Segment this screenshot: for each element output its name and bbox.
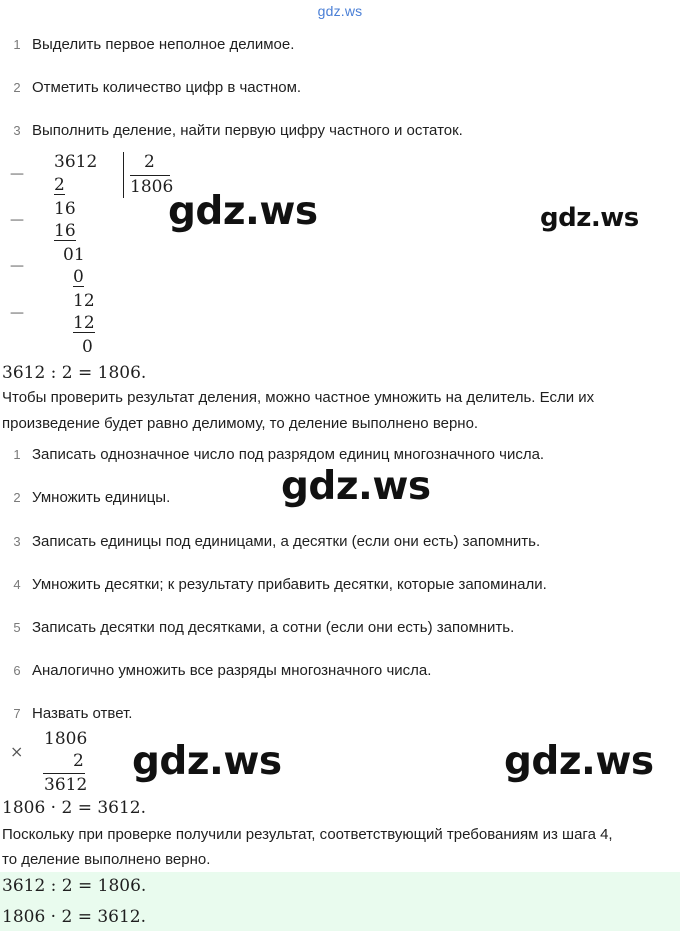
multiplicand: 1806 <box>44 729 88 749</box>
step-number: 4 <box>13 577 21 592</box>
step-text: Аналогично умножить все разряды многозначного числа. <box>32 662 432 679</box>
remainder: 12 <box>73 291 95 311</box>
multiplication-step-6 <box>0 659 680 683</box>
watermark: gdz.ws <box>168 189 318 234</box>
step-number: 3 <box>13 123 21 138</box>
division-step-1 <box>0 33 680 57</box>
multiply-sign: × <box>10 742 24 761</box>
remainder: 01 <box>63 245 85 265</box>
watermark: gdz.ws <box>504 739 654 784</box>
step-text: Умножить десятки; к результату прибавить десятки, которые запоминали. <box>32 576 547 593</box>
final-remainder: 0 <box>82 337 93 357</box>
site-header-link[interactable]: gdz.ws <box>317 3 363 19</box>
step-number: 7 <box>13 706 21 721</box>
watermark: gdz.ws <box>281 464 431 509</box>
subtrahend: 12 <box>73 313 95 333</box>
answer-line-2: 1806 · 2 = 3612. <box>2 907 147 927</box>
step-number: 3 <box>13 534 21 549</box>
check-paragraph-line-2: произведение будет равно делимому, то деление выполнено верно. <box>2 415 479 432</box>
step-text: Записать однозначное число под разрядом единиц многозначного числа. <box>32 446 545 463</box>
subtrahend: 16 <box>54 221 76 241</box>
answer-box <box>0 872 680 931</box>
step-text: Назвать ответ. <box>32 705 133 722</box>
division-step-3 <box>0 119 680 143</box>
conclusion-line-1: Поскольку при проверке получили результат, соответствующий требованиям из шага 4, <box>2 826 613 843</box>
multiplication-step-4 <box>0 573 680 597</box>
long-division <box>0 148 680 360</box>
answer-line-1: 3612 : 2 = 1806. <box>2 876 147 896</box>
minus-sign: — <box>10 166 24 182</box>
conclusion-line-2: то деление выполнено верно. <box>2 851 211 868</box>
step-number: 2 <box>13 490 21 505</box>
step-number: 2 <box>13 80 21 95</box>
step-text: Записать единицы под единицами, а десятки (если они есть) запомнить. <box>32 533 541 550</box>
step-number: 6 <box>13 663 21 678</box>
step-number: 1 <box>13 447 21 462</box>
subtrahend: 2 <box>54 175 65 195</box>
step-text: Выполнить деление, найти первую цифру частного и остаток. <box>32 122 463 139</box>
step-number: 1 <box>13 37 21 52</box>
quotient: 1806 <box>130 177 174 197</box>
multiplication-step-5 <box>0 616 680 640</box>
minus-sign: — <box>10 305 24 321</box>
multiplication-result: 1806 · 2 = 3612. <box>2 798 147 818</box>
dividend: 3612 <box>54 152 98 172</box>
minus-sign: — <box>10 258 24 274</box>
product: 3612 <box>44 775 88 795</box>
step-text: Умножить единицы. <box>32 489 171 506</box>
division-bracket-line <box>123 152 124 198</box>
multiplication-underline <box>43 773 85 774</box>
remainder: 16 <box>54 199 76 219</box>
step-text: Записать десятки под десятками, а сотни (если они есть) запомнить. <box>32 619 515 636</box>
check-paragraph-line-1: Чтобы проверить результат деления, можно частное умножить на делитель. Если их <box>2 389 595 406</box>
step-number: 5 <box>13 620 21 635</box>
multiplier: 2 <box>73 751 84 771</box>
subtrahend: 0 <box>73 267 84 287</box>
minus-sign: — <box>10 212 24 228</box>
multiplication-step-7 <box>0 702 680 726</box>
divisor: 2 <box>144 152 155 172</box>
multiplication-step-3 <box>0 530 680 554</box>
divisor-underline <box>130 175 170 176</box>
step-text: Отметить количество цифр в частном. <box>32 79 302 96</box>
step-text: Выделить первое неполное делимое. <box>32 36 295 53</box>
column-multiplication <box>0 728 140 798</box>
division-result: 3612 : 2 = 1806. <box>2 363 147 383</box>
watermark: gdz.ws <box>540 203 639 233</box>
watermark: gdz.ws <box>132 739 282 784</box>
division-step-2 <box>0 76 680 100</box>
